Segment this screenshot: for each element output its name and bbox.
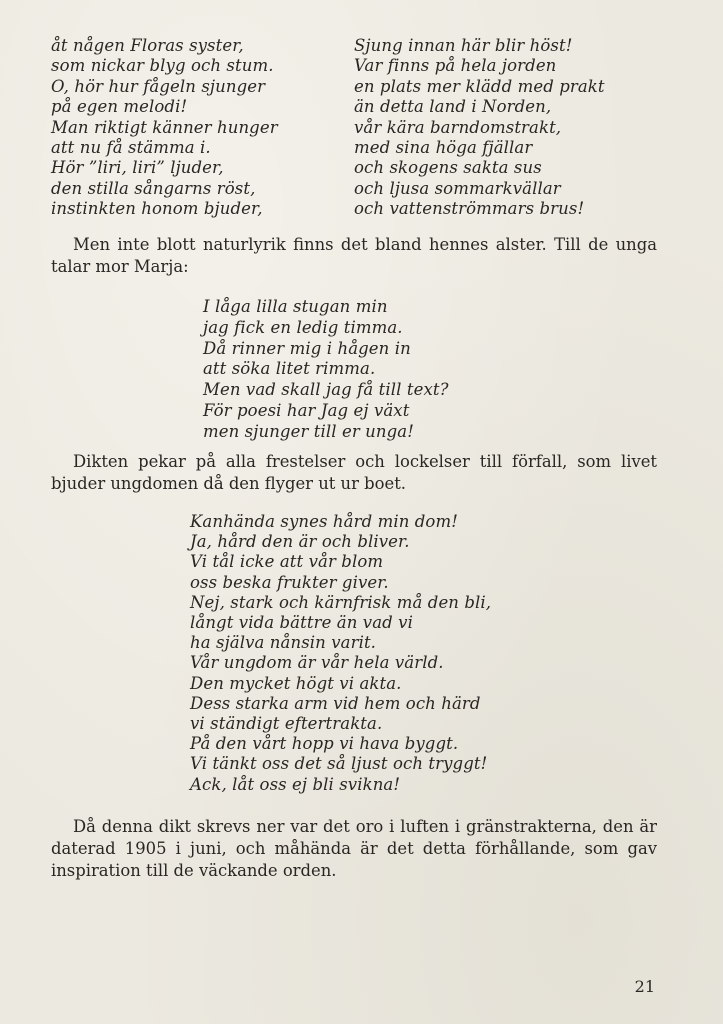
poem-line: Vi tål icke att vår blom xyxy=(190,552,384,572)
verse-line: en plats mer klädd med prakt xyxy=(354,76,605,96)
poem-line: oss beska frukter giver. xyxy=(190,572,389,592)
verse-line: och ljusa sommarkvällar xyxy=(354,178,561,198)
verse-line: på egen melodi! xyxy=(51,97,188,117)
poem-line: Kanhända synes hård min dom! xyxy=(190,512,458,531)
poem-line: Vår ungdom är vår hela värld. xyxy=(190,653,444,673)
poem-line: Ack, låt oss ej bli svikna! xyxy=(190,774,401,794)
paragraph-text: Dikten pekar på alla frestelser och lockelser till förfall, som livet bjuder ungdomen då den flyger ut ur boet. xyxy=(51,452,657,493)
verse-line: instinkten honom bjuder, xyxy=(51,199,263,219)
poem-line: I låga lilla stugan min xyxy=(203,297,388,316)
verse-line: Man riktigt känner hunger xyxy=(51,117,278,137)
poem-line: ha själva nånsin varit. xyxy=(190,633,377,653)
verse-line: som nickar blyg och stum. xyxy=(51,56,274,76)
verse-line: och skogens sakta sus xyxy=(354,158,542,178)
verse-line: vår kära barndomstrakt, xyxy=(354,117,562,137)
verse-column-right xyxy=(354,36,605,220)
poem-line: långt vida bättre än vad vi xyxy=(190,613,413,633)
paragraph-text: Men inte blott naturlyrik finns det bland hennes alster. Till de unga talar mor Marja: xyxy=(51,235,657,276)
poem-ungdom xyxy=(190,512,491,795)
verse-line: och vattenströmmars brus! xyxy=(354,199,585,219)
verse-line: O, hör hur fågeln sjunger xyxy=(51,76,266,96)
page-number: 21 xyxy=(634,977,655,996)
poem-line: Vi tänkt oss det så ljust och tryggt! xyxy=(190,754,488,774)
paragraph-temptations xyxy=(51,451,657,495)
paragraph-text: Då denna dikt skrevs ner var det oro i luften i gränstrakterna, den är daterad 1905 i juni, och måhända är det detta förhållande, som gav inspiration till de väckande orden. xyxy=(51,817,657,880)
poem-stugan xyxy=(203,297,449,443)
poem-line: att söka litet rimma. xyxy=(203,359,376,379)
poem-line: På den vårt hopp vi hava byggt. xyxy=(190,734,459,754)
verse-line: än detta land i Norden, xyxy=(354,97,552,117)
poem-line: vi ständigt eftertrakta. xyxy=(190,714,383,734)
poem-line: jag fick en ledig timma. xyxy=(203,317,403,337)
paragraph-intro-youth xyxy=(51,234,657,278)
verse-line: åt någen Floras syster, xyxy=(51,36,244,55)
poem-line: Den mycket högt vi akta. xyxy=(190,673,402,693)
verse-line: Sjung innan här blir höst! xyxy=(354,36,573,55)
verse-line: att nu få stämma i. xyxy=(51,138,211,158)
poem-line: Men vad skall jag få till text? xyxy=(203,380,449,400)
poem-line: Dess starka arm vid hem och härd xyxy=(190,693,481,713)
paragraph-dating xyxy=(51,816,657,882)
poem-line: men sjunger till er unga! xyxy=(203,421,414,441)
poem-line: Ja, hård den är och bliver. xyxy=(190,532,410,552)
verse-line: den stilla sångarns röst, xyxy=(51,178,256,198)
poem-line: Då rinner mig i hågen in xyxy=(203,338,411,358)
verse-line: Var finns på hela jorden xyxy=(354,56,557,76)
verse-column-left xyxy=(51,36,278,220)
verse-line: med sina höga fjällar xyxy=(354,138,533,158)
verse-line: Hör ”liri, liri” ljuder, xyxy=(51,158,224,178)
poem-line: Nej, stark och kärnfrisk må den bli, xyxy=(190,592,492,612)
poem-line: För poesi har Jag ej växt xyxy=(203,400,410,420)
